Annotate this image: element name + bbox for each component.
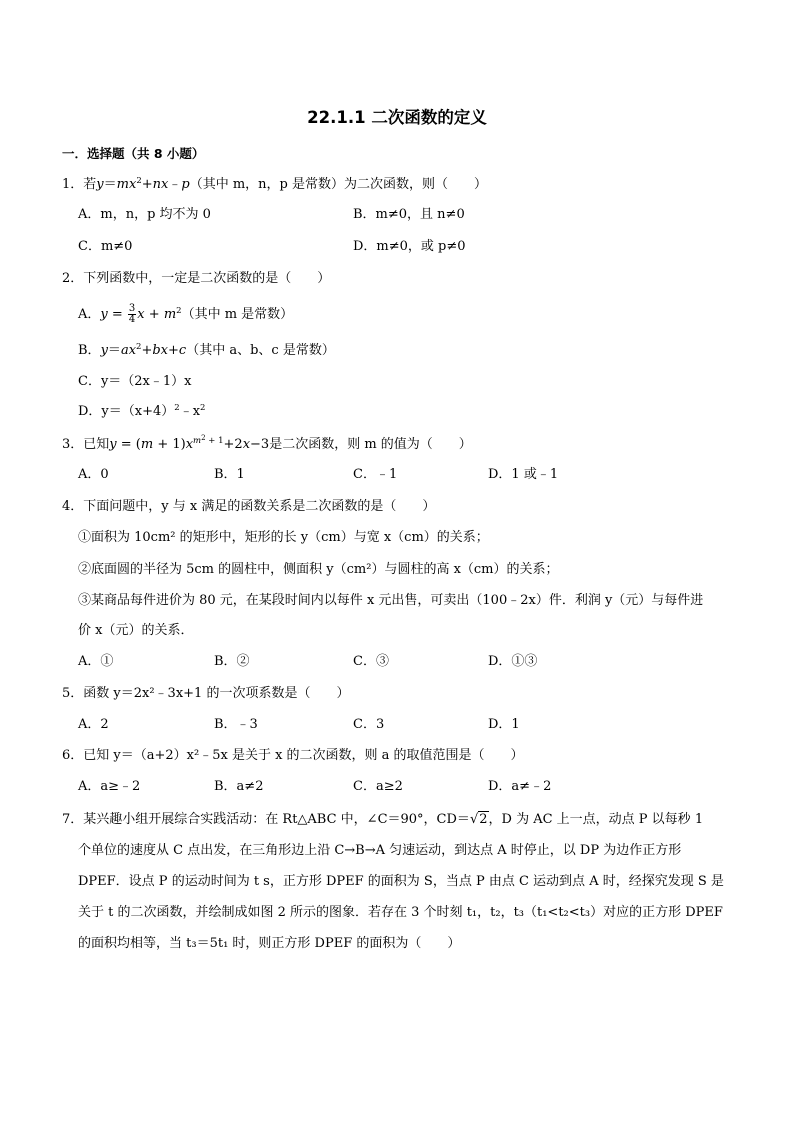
question-3-stem: 3．已知$y = (m + 1)x^{m^2 + 1}+2x-3$是二次函数，则 m 的值为（ ） — [62, 434, 472, 452]
q4-statement-3: ③某商品每件进价为 80 元，在某段时间内以每件 x 元出售，可卖出（100﹣2x）件．利润 y（元）与每件进 — [78, 593, 704, 608]
q6-option-c[interactable]: C．a≥2 — [353, 779, 403, 794]
page-title: 22.1.1 二次函数的定义 — [307, 108, 487, 127]
question-7-line-3: DPEF．设点 P 的运动时间为 t s，正方形 DPEF 的面积为 S，当点 P 由点 C 运动到点 A 时，经探究发现 S 是 — [78, 874, 724, 889]
q2-option-c[interactable]: C．y＝（2x﹣1）x — [78, 374, 192, 389]
q5-option-c[interactable]: C．3 — [353, 717, 385, 732]
question-4-stem: 4．下面问题中，y 与 x 满足的函数关系是二次函数的是（ ） — [62, 499, 436, 514]
q1-option-a[interactable]: A．m，n，p 均不为 0 — [78, 207, 211, 222]
q6-option-d[interactable]: D．a≠﹣2 — [488, 779, 552, 794]
q4-option-c[interactable]: C．③ — [353, 654, 389, 669]
question-2-stem: 2．下列函数中，一定是二次函数的是（ ） — [62, 271, 331, 286]
q6-option-a[interactable]: A．a≥﹣2 — [78, 779, 141, 794]
q4-option-b[interactable]: B．② — [214, 654, 250, 669]
q1-option-b[interactable]: B．m≠0，且 n≠0 — [353, 207, 465, 222]
q4-option-a[interactable]: A．① — [78, 654, 114, 669]
question-6-stem: 6．已知 y＝（a+2）x²﹣5x 是关于 x 的二次函数，则 a 的取值范围是（ ） — [62, 748, 524, 763]
question-1-stem: 1．若$y=mx^2+nx﹣p$（其中 m，n，p 是常数）为二次函数，则（ ） — [62, 176, 488, 192]
question-7-line-5: 的面积均相等，当 t₃＝5t₁ 时，则正方形 DPEF 的面积为（ ） — [78, 936, 461, 951]
question-5-stem: 5．函数 y＝2x²﹣3x+1 的一次项系数是（ ） — [62, 686, 350, 701]
q5-option-a[interactable]: A．2 — [78, 717, 109, 732]
fraction-three-quarters: $\frac{3}{4}$ — [128, 303, 136, 325]
q5-option-d[interactable]: D．1 — [488, 717, 520, 732]
q2-option-b[interactable]: B．$y=ax^2+bx+c$（其中 a、b、c 是常数） — [78, 342, 335, 358]
q5-option-b[interactable]: B．﹣3 — [214, 717, 258, 732]
q4-statement-1: ①面积为 10cm² 的矩形中，矩形的长 y（cm）与宽 x（cm）的关系； — [78, 530, 489, 545]
q3-option-b[interactable]: B．1 — [214, 467, 245, 482]
q4-statement-3-cont: 价 x（元）的关系． — [78, 623, 194, 638]
q3-option-c[interactable]: C．﹣1 — [353, 467, 398, 482]
q3-option-d[interactable]: D．1 或﹣1 — [488, 467, 559, 482]
q2-option-a[interactable]: A．y = $\frac{3}{4}$ $x + m^2$（其中 m 是常数） — [78, 303, 294, 325]
q4-statement-2: ②底面圆的半径为 5cm 的圆柱中，侧面积 y（cm²）与圆柱的高 x（cm）的关系； — [78, 562, 559, 577]
q1-option-c[interactable]: C．m≠0 — [78, 239, 133, 254]
question-7-line-1: 7．某兴趣小组开展综合实践活动：在 Rt△ABC 中，∠C＝90°，CD＝√2，D 为 AC 上一点，动点 P 以每秒 1 — [62, 812, 704, 827]
q6-option-b[interactable]: B．a≠2 — [214, 779, 264, 794]
q1-option-d[interactable]: D．m≠0，或 p≠0 — [353, 239, 466, 254]
question-7-line-4: 关于 t 的二次函数，并绘制成如图 2 所示的图象．若存在 3 个时刻 t₁，t₂，t₃（t₁<t₂<t₃）对应的正方形 DPEF — [78, 905, 723, 920]
q1-function-expression: y — [96, 177, 104, 192]
question-7-line-2: 个单位的速度从 C 点出发，在三角形边上沿 C→B→A 匀速运动，到达点 A 时停止，以 DP 为边作正方形 — [78, 843, 682, 858]
q4-option-d[interactable]: D．①③ — [488, 654, 538, 669]
q2-option-d[interactable]: D．$y=(x+4)^2﹣x^2$ — [78, 403, 206, 419]
q3-option-a[interactable]: A．0 — [78, 467, 109, 482]
section-heading: 一．选择题（共 8 小题） — [62, 146, 205, 161]
